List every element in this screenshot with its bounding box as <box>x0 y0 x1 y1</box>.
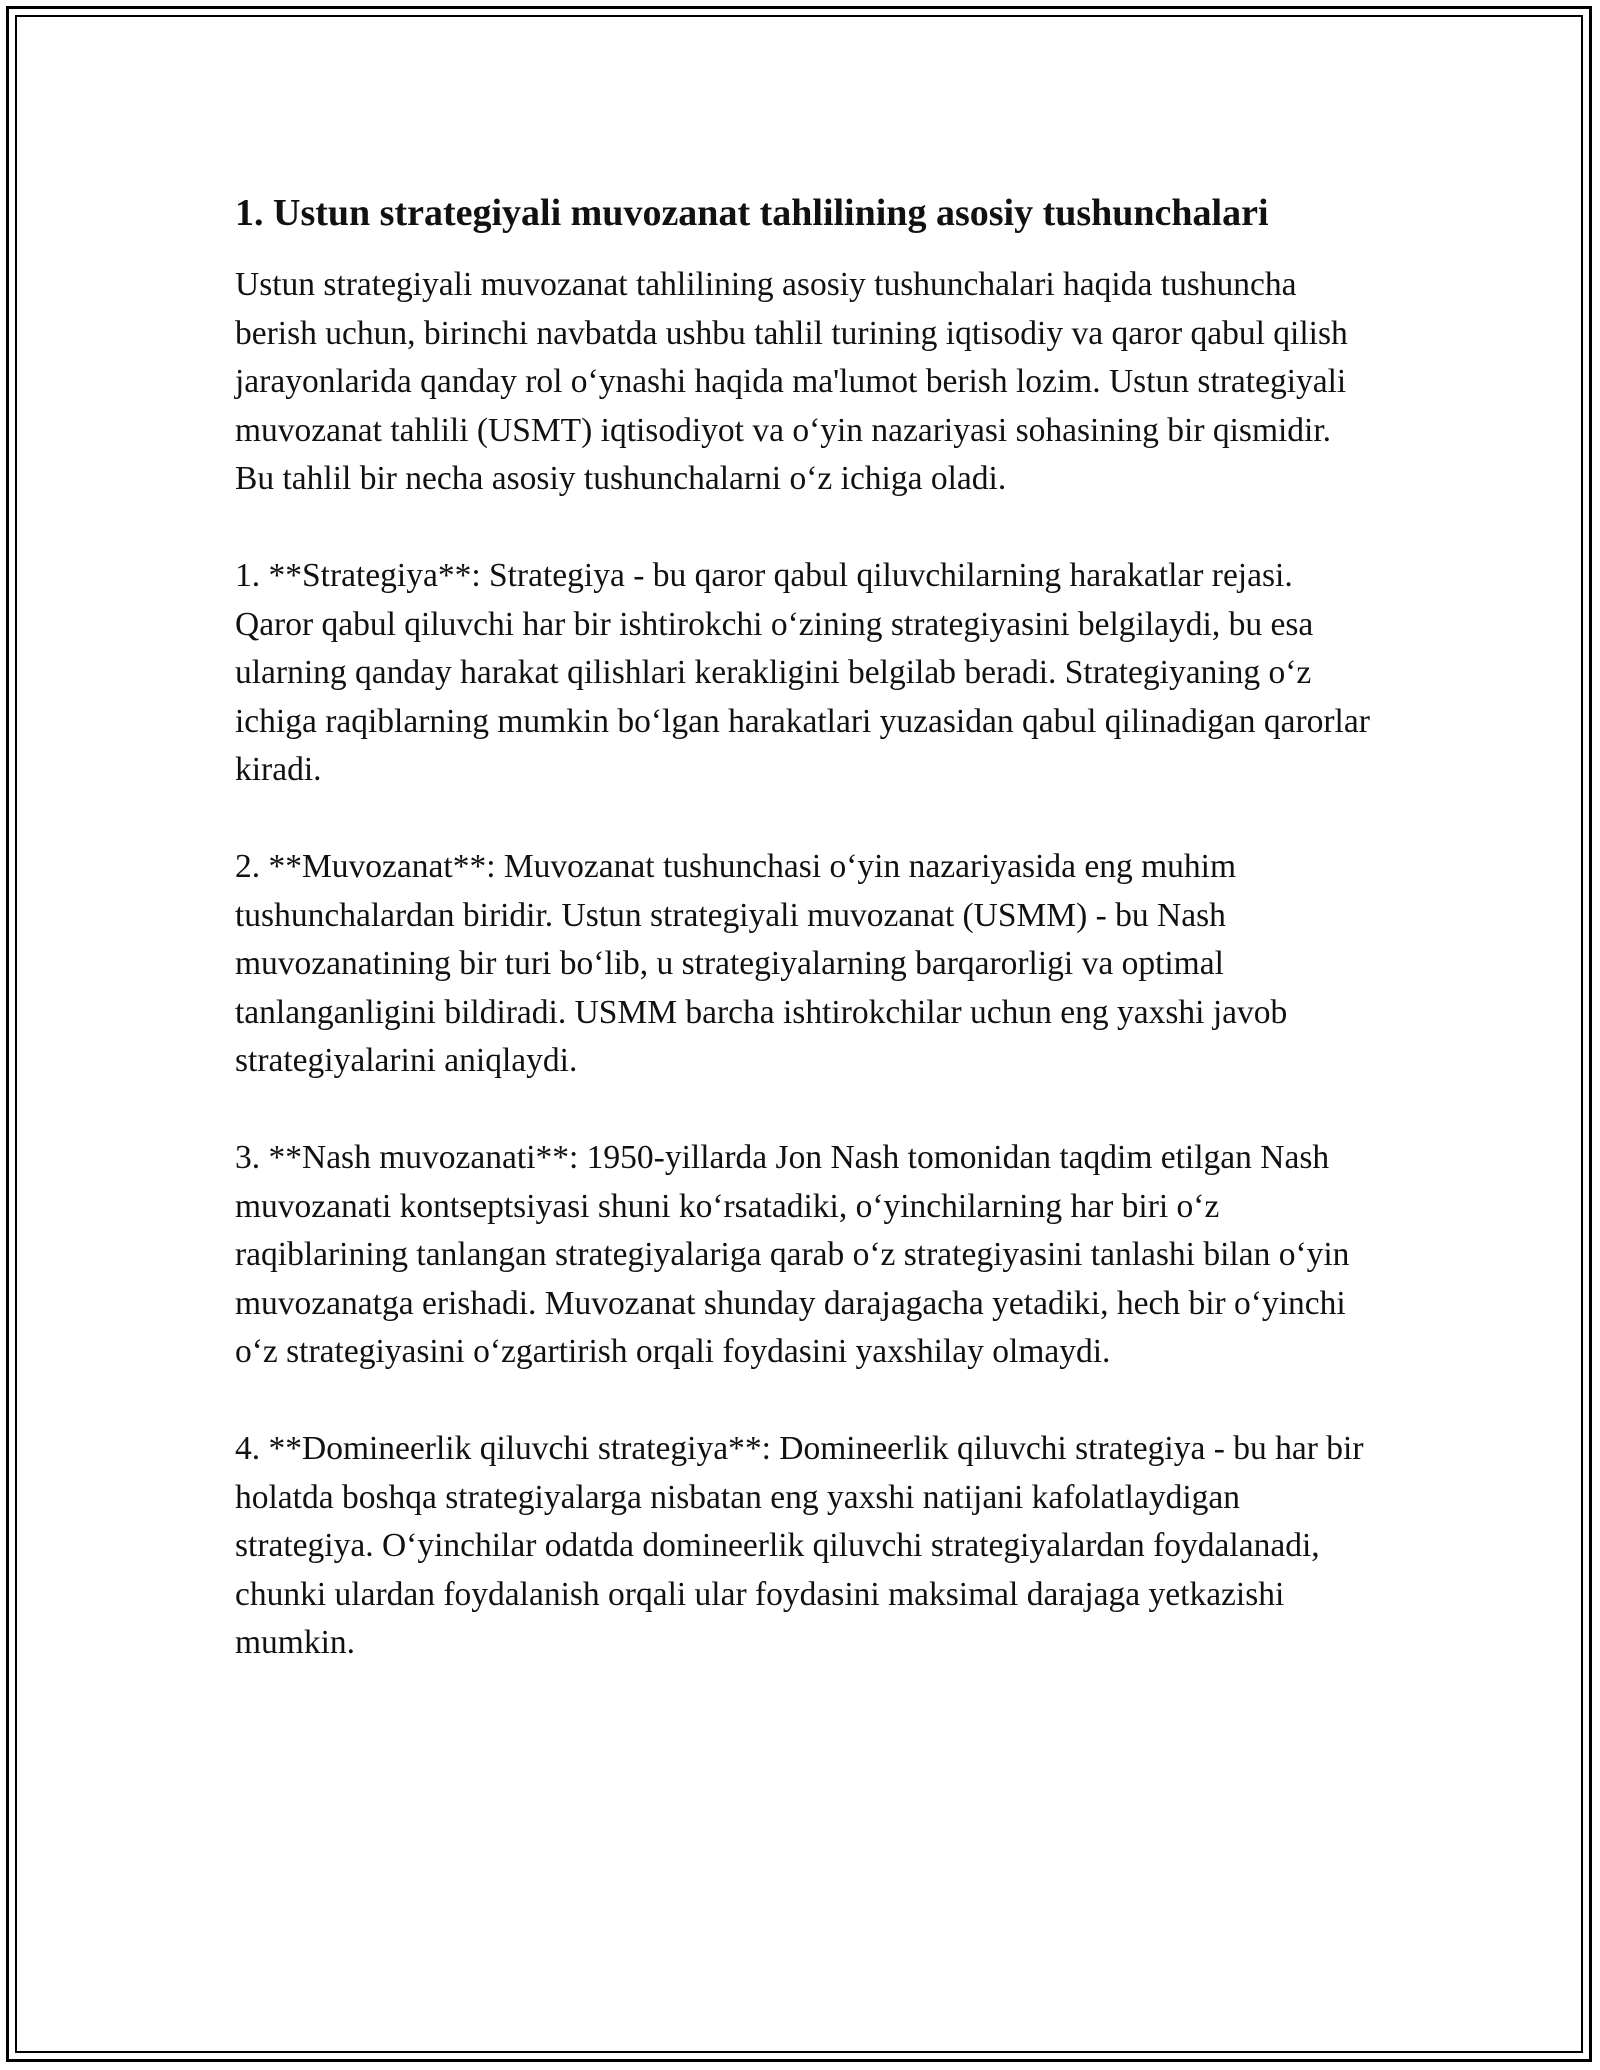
dominant-strategy-paragraph: 4. **Domineerlik qiluvchi strategiya**: Domineerlik qiluvchi strategiya - bu har bir holatda boshqa strategiyalarga nisbatan eng yaxshi natijani kafolatlaydigan strategiya. Oʻyinchilar odatda domineerlik qiluvchi strategiyalardan foydalanadi, chunki ulardan foydalanish orqali ular foydasini maksimal darajaga yetkazishi mumkin. <box>235 1430 1364 1661</box>
section-heading: 1. Ustun strategiyali muvozanat tahlilining asosiy tushunchalari <box>235 192 1269 234</box>
intro-paragraph: Ustun strategiyali muvozanat tahlilining asosiy tushunchalari haqida tushuncha berish uchun, birinchi navbatda ushbu tahlil turining iqtisodiy va qaror qabul qilish jarayonlarida qanday rol oʻynashi haqida ma'lumot berish lozim. Ustun strategiyali muvozanat tahlili (USMT) iqtisodiyot va oʻyin nazariyasi sohasining bir qismidir. Bu tahlil bir necha asosiy tushunchalarni oʻz ichiga oladi. <box>235 266 1348 497</box>
document-body <box>235 185 1370 1716</box>
nash-equilibrium-paragraph: 3. **Nash muvozanati**: 1950-yillarda Jon Nash tomonidan taqdim etilgan Nash muvozanati kontseptsiyasi shuni koʻrsatadiki, oʻyinchilarning har biri oʻz raqiblarining tanlangan strategiyalariga qarab oʻz strategiyasini tanlashi bilan oʻyin muvozanatga erishadi. Muvozanat shunday darajagacha yetadiki, hech bir oʻyinchi oʻz strategiyasini oʻzgartirish orqali foydasini yaxshilay olmaydi. <box>235 1139 1350 1370</box>
equilibrium-paragraph: 2. **Muvozanat**: Muvozanat tushunchasi oʻyin nazariyasida eng muhim tushunchalardan biridir. Ustun strategiyali muvozanat (USMM) - bu Nash muvozanatining bir turi boʻlib, u strategiyalarning barqarorligi va optimal tanlanganligini bildiradi. USMM barcha ishtirokchilar uchun eng yaxshi javob strategiyalarini aniqlaydi. <box>235 848 1288 1079</box>
strategy-paragraph: 1. **Strategiya**: Strategiya - bu qaror qabul qiluvchilarning harakatlar rejasi. Qaror qabul qiluvchi har bir ishtirokchi oʻzining strategiyasini belgilaydi, bu esa ularning qanday harakat qilishlari kerakligini belgilab beradi. Strategiyaning oʻz ichiga raqiblarning mumkin boʻlgan harakatlari yuzasidan qabul qilinadigan qarorlar kiradi. <box>235 557 1370 788</box>
